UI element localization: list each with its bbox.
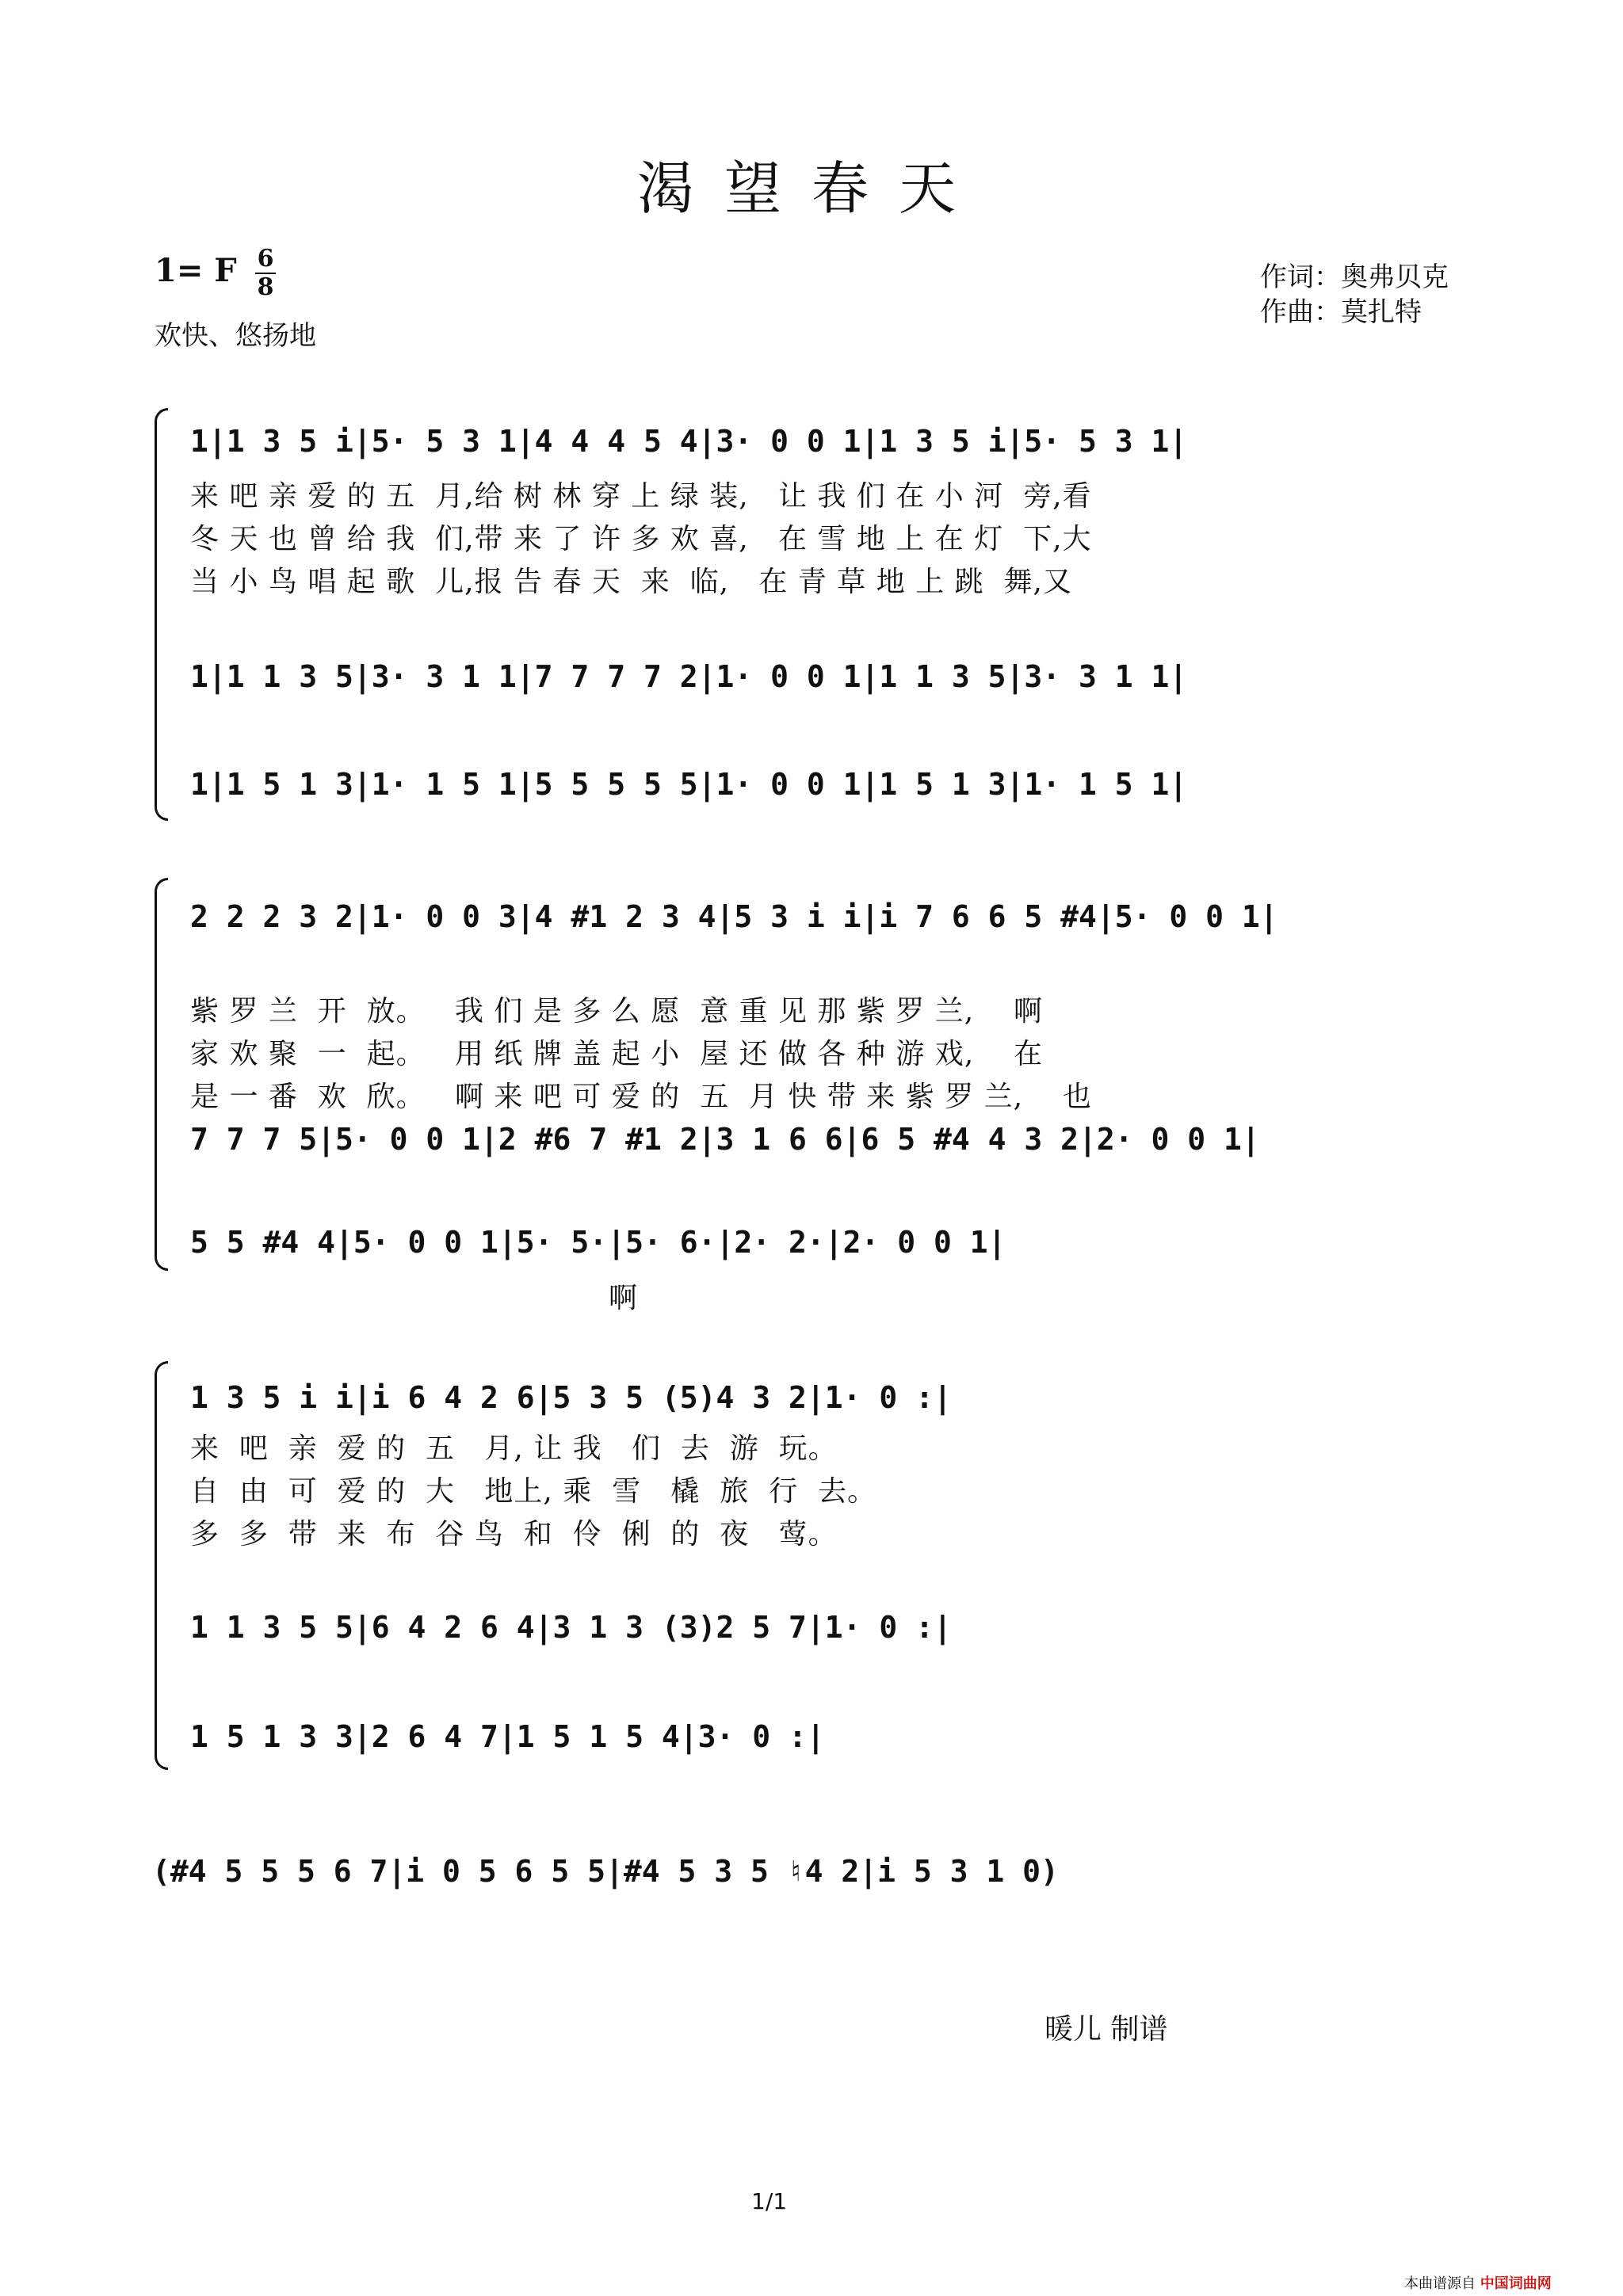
lyric-verse-2: 自 由 可 爱 的 大 地上, 乘 雪 橇 旅 行 去。 (190, 1475, 877, 1508)
key-signature: 1= F (155, 252, 237, 289)
melody-notes: 1 3 5 i i|i 6 4 2 6|5 3 5 (5)4 3 2|1· 0 :| (190, 1380, 952, 1415)
time-signature (255, 247, 276, 299)
lyric-verse-3: 当 小 鸟 唱 起 歌 儿,报 告 春 天 来 临, 在 青 草 地 上 跳 舞,又 (190, 566, 1072, 598)
second-voice-notes: 1|1 1 3 5|3· 3 1 1|7 7 7 7 2|1· 0 0 1|1 1 3 5|3· 3 1 1| (190, 659, 1188, 694)
lyric-verse-1: 紫 罗 兰 开 放。 我 们 是 多 么 愿 意 重 见 那 紫 罗 兰, 啊 (190, 995, 1043, 1028)
lyric-verse-1: 来 吧 亲 爱 的 五 月, 让 我 们 去 游 玩。 (190, 1432, 838, 1465)
third-voice-notes: 1|1 5 1 3|1· 1 5 1|5 5 5 5 5|1· 0 0 1|1 5 1 3|1· 1 5 1| (190, 767, 1188, 802)
melody-notes: 2 2 2 3 2|1· 0 0 3|4 #1 2 3 4|5 3 i i|i 7 6 6 5 #4|5· 0 0 1| (190, 899, 1278, 934)
time-sig-top: 6 (257, 245, 274, 273)
lyric-verse-2: 家 欢 聚 一 起。 用 纸 牌 盖 起 小 屋 还 做 各 种 游 戏, 在 (190, 1038, 1043, 1070)
lyricist-credit: 作词：奥弗贝克 (1260, 261, 1449, 293)
time-sig-bottom: 8 (257, 273, 274, 301)
transcriber-credit: 暖儿 制谱 (1044, 2013, 1168, 2046)
lyric-verse-3: 是 一 番 欢 欣。 啊 来 吧 可 爱 的 五 月 快 带 来 紫 罗 兰, 也 (190, 1081, 1092, 1113)
second-voice-notes: 1 1 3 5 5|6 4 2 6 4|3 1 3 (3)2 5 7|1· 0 :| (190, 1610, 952, 1645)
source-site-link[interactable]: 中国词曲网 (1480, 2275, 1552, 2292)
third-voice-notes: 5 5 #4 4|5· 0 0 1|5· 5·|5· 6·|2· 2·|2· 0 0 1| (190, 1225, 1006, 1260)
system-brace (155, 1361, 168, 1770)
page-number: 1/1 (751, 2188, 788, 2214)
source-note (1404, 2272, 1552, 2293)
third-voice-notes: 1 5 1 3 3|2 6 4 7|1 5 1 5 4|3· 0 :| (190, 1719, 825, 1754)
score-title: 渴望春天 (636, 155, 986, 222)
system-brace (155, 878, 168, 1271)
third-voice-lyric: 啊 (609, 1282, 639, 1314)
melody-notes: 1|1 3 5 i|5· 5 3 1|4 4 4 5 4|3· 0 0 1|1 3 5 i|5· 5 3 1| (190, 424, 1188, 459)
composer-credit: 作曲：莫扎特 (1260, 296, 1422, 328)
second-voice-notes: 7 7 7 5|5· 0 0 1|2 #6 7 #1 2|3 1 6 6|6 5 #4 4 3 2|2· 0 0 1| (190, 1122, 1260, 1157)
lyric-verse-1: 来 吧 亲 爱 的 五 月,给 树 林 穿 上 绿 装, 让 我 们 在 小 河 旁,看 (190, 480, 1092, 513)
lyric-verse-3: 多 多 带 来 布 谷 鸟 和 伶 俐 的 夜 莺。 (190, 1518, 838, 1550)
interlude-notes: (#4 5 5 5 6 7|i 0 5 6 5 5|#4 5 3 5 ♮4 2|i 5 3 1 0) (152, 1854, 1059, 1889)
lyric-verse-2: 冬 天 也 曾 给 我 们,带 来 了 许 多 欢 喜, 在 雪 地 上 在 灯 下,大 (190, 523, 1092, 555)
system-brace (155, 408, 168, 821)
source-label: 本曲谱源自 (1404, 2275, 1476, 2292)
tempo-marking: 欢快、悠扬地 (155, 320, 316, 352)
